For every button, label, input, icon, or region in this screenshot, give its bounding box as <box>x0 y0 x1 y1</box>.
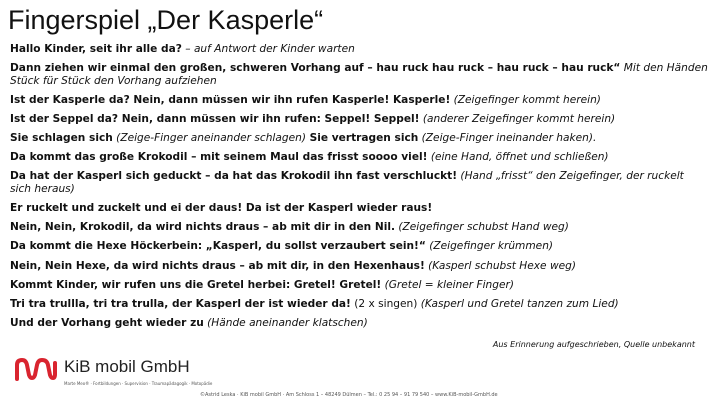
verse-line <box>10 151 708 164</box>
verse-instruction: (Hand „frisst“ den Zeigefinger, der ruckelt sich heraus) <box>10 170 684 196</box>
verse-instruction: – auf Antwort der Kinder warten <box>181 43 355 55</box>
verse-text: Da kommt die Hexe Höckerbein: „Kasperl, du sollst verzaubert sein!“ <box>10 240 426 253</box>
verse-instruction: (Gretel = kleiner Finger) <box>381 278 515 291</box>
verse-line <box>10 260 708 273</box>
verse-line <box>10 132 708 145</box>
page-title: Fingerspiel „Der Kasperle“ <box>8 5 324 35</box>
verse-line <box>10 221 708 234</box>
verse-note: (2 x singen) <box>350 297 418 310</box>
verse-instruction: Mit den Händen Stück für Stück den Vorhang aufziehen <box>10 62 708 88</box>
verse-text: Er ruckelt und zuckelt und ei der daus! Da ist der Kasperl wieder raus! <box>10 201 433 214</box>
verse-instruction: (anderer Zeigefinger kommt herein) <box>419 112 616 125</box>
verse-text: Ist der Seppel da? Nein, dann müssen wir ihn rufen: Seppel! Seppel! <box>10 112 420 125</box>
verse-instruction: (Zeigefinger schubst Hand weg) <box>395 221 569 234</box>
verse-text: Sie schlagen sich <box>10 132 113 145</box>
verse-line <box>10 240 708 253</box>
verse-list <box>10 43 708 336</box>
verse-line <box>10 62 708 88</box>
verse-line <box>10 113 708 126</box>
verse-line <box>10 43 708 56</box>
verse-instruction: (Kasperl schubst Hexe weg) <box>424 259 576 272</box>
verse-text: Hallo Kinder, seit ihr alle da? <box>10 43 182 55</box>
verse-instruction: (Zeigefinger kommt herein) <box>450 93 601 106</box>
company-logo <box>14 357 334 393</box>
verse-text: Kommt Kinder, wir rufen uns die Gretel herbei: Gretel! Gretel! <box>10 278 382 291</box>
verse-instruction: (eine Hand, öffnet und schließen) <box>427 151 609 164</box>
verse-line <box>10 298 708 311</box>
kib-logo-icon <box>14 357 58 381</box>
verse-instruction: (Zeige-Finger ineinander haken). <box>418 132 597 145</box>
verse-text: Dann ziehen wir einmal den großen, schweren Vorhang auf – hau ruck hau ruck – hau ruck – hau ruck“ <box>10 62 621 75</box>
verse-text: Sie vertragen sich <box>305 132 419 145</box>
verse-line <box>10 279 708 292</box>
verse-text: Und der Vorhang geht wieder zu <box>10 317 204 330</box>
verse-text: Nein, Nein Hexe, da wird nichts draus – ab mit dir, in den Hexenhaus! <box>10 259 425 272</box>
verse-text: Ist der Kasperle da? Nein, dann müssen wir ihn rufen Kasperle! Kasperle! <box>10 93 451 106</box>
company-tagline: Marte Meo® · Fortbildungen · Supervision · Traumapädagogik · Motopädie <box>64 381 213 386</box>
verse-line <box>10 94 708 107</box>
verse-instruction: (Zeigefinger krümmen) <box>425 240 554 253</box>
verse-text: Da hat der Kasperl sich geduckt – da hat das Krokodil ihn fast verschluckt! <box>10 170 458 183</box>
verse-text: Nein, Nein, Krokodil, da wird nichts draus – ab mit dir in den Nil. <box>10 221 396 234</box>
verse-text: Tri tra trullla, tri tra trulla, der Kasperl der ist wieder da! <box>10 297 351 310</box>
verse-line <box>10 202 708 215</box>
verse-instruction: (Hände aneinander klatschen) <box>203 317 368 330</box>
verse-text: Da kommt das große Krokodil – mit seinem Maul das frisst soooo viel! <box>10 151 428 164</box>
source-note: Aus Erinnerung aufgeschrieben, Quelle unbekannt <box>492 340 695 349</box>
verse-instruction: (Kasperl und Gretel tanzen zum Lied) <box>417 297 619 310</box>
footer-text: ©Astrid Leska · KiB mobil GmbH · Am Schloss 1 – 48249 Dülmen – Tel.: 0 25 94 – 91 79 540 – www.KiB-mobil-GmbH.de <box>200 392 498 398</box>
verse-instruction: (Zeige-Finger aneinander schlagen) <box>112 132 306 145</box>
verse-line <box>10 317 708 330</box>
verse-line <box>10 170 708 196</box>
company-name: KiB mobil GmbH <box>64 357 190 376</box>
